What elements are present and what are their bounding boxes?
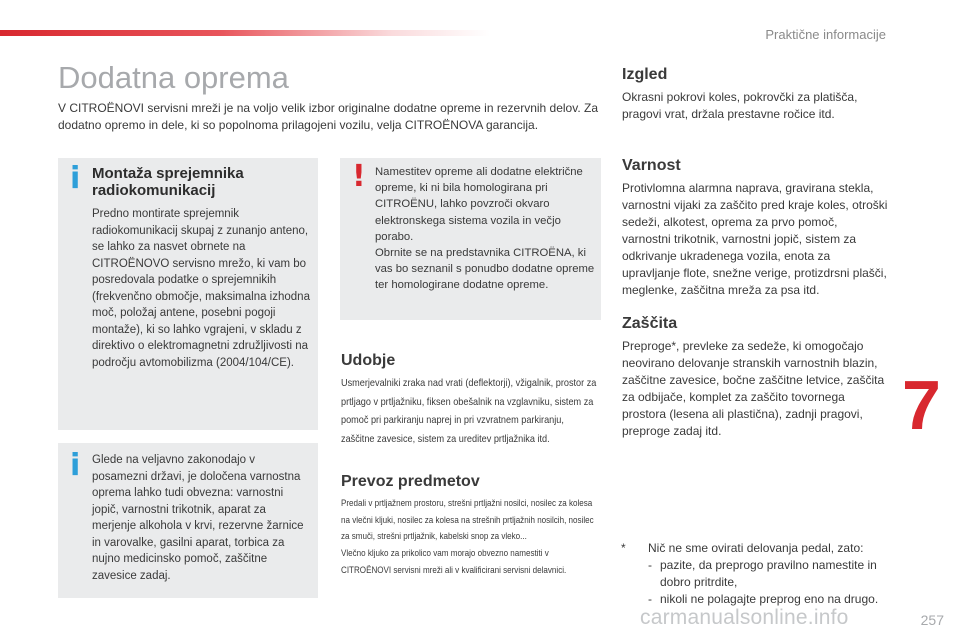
section-title-udobje: Udobje (341, 352, 396, 369)
section-title-varnost: Varnost (622, 157, 681, 174)
info-box-legislation (58, 443, 318, 598)
watermark: carmanualsonline.info (640, 606, 849, 629)
list-item (648, 557, 891, 591)
section-text-prevoz (341, 496, 649, 580)
footnote-text: Nič ne sme ovirati delovanja pedal, zato: (648, 541, 864, 555)
section-text-izgled: Okrasni pokrovi koles, pokrovčki za platišča, pragovi vrat, držala prestavne ročice itd. (622, 90, 858, 121)
intro-paragraph: V CITROËNOVI servisni mreži je na voljo velik izbor originalne dodatne opreme in rezervnih delov. Za dodatno opremo in dele, ki so popolnoma prilagojeni vozilu, velja CITROËNOVA garancija. (58, 101, 599, 132)
info-box-radio-title: Montaža sprejemnika radiokomunikacij (92, 165, 244, 199)
warning-icon: ! (352, 159, 366, 194)
section-text-prevoz-2: Vlečno kljuko za prikolico vam morajo obvezno namestiti v CITROËNOVI servisni mreži ali v kvalificirani servisni delavnici. (341, 548, 567, 576)
section-text-varnost: Protivlomna alarmna naprava, gravirana stekla, varnostni vijaki za zaščito pred kraje koles, otroški sedeži, alkotest, oprema za prvo pomoč, varnostni trikotnik, varnostni jopič, sistem za odkrivanje ukradenega vozila, enota za upravljanje flote, snežne verige, protizdrsni plašči, meglenke, zaščitna mreža za psa itd. (622, 181, 888, 297)
page-number: 257 (920, 612, 944, 628)
section-text-zascita: Preproge*, prevleke za sedeže, ki omogočajo neovirano delovanje stranskih varnostnih blazin, zaščitne zavesice, bočne zaščitne letvice, zaščita za odbijače, komplet za zaščito tovornega prostora (lesena ali plastična), zadnji pragovi, preproge zadaj itd. (622, 339, 885, 438)
footnote-item-text: nikoli ne polagajte preprog eno na drugo. (660, 592, 879, 606)
footnote-item-text: pazite, da preprogo pravilno namestite in dobro pritrdite, (660, 558, 877, 589)
info-box-radio (58, 158, 318, 430)
header-accent-bar (0, 30, 490, 36)
footnote (621, 540, 891, 608)
warning-text-2: Obrnite se na predstavnika CITROËNA, ki vas bo seznanil s ponudbo dodatne opreme ter homologirane dodatne opreme. (375, 247, 595, 292)
section-title-izgled: Izgled (622, 66, 668, 83)
section-text-prevoz-1: Predali v prtljažnem prostoru, strešni prtljažni nosilci, nosilec za kolesa na vlečni kljuki, nosilec za kolesa na strešnih prtljažnih nosilcih, nosilec za smuči, strešni prtljažnik, kabelski snop za vleko... (341, 498, 594, 543)
chapter-number: 7 (902, 366, 941, 444)
section-title-zascita: Zaščita (622, 315, 678, 332)
info-icon: i (70, 448, 81, 483)
info-box-legislation-text: Glede na veljavno zakonodajo v posamezni državi, je določena varnostna oprema lahko tudi obvezna: varnostni jopič, varnostni trikotnik, aparat za merjenje alkohola v krvi, rezervne žarnice in varovalke, gasilni aparat, torbica za nujno medicinsko pomoč, zaščitne zavesice zadaj. (92, 454, 304, 582)
section-title-prevoz: Prevoz predmetov (341, 473, 480, 490)
warning-text-1: Namestitev opreme ali dodatne električne opreme, ki ni bila homologirana pri CITROËNU, lahko povzroči okvaro elektronskega sistema vozila in večjo porabo. (375, 166, 583, 243)
footnote-list (621, 557, 891, 608)
section-text-udobje: Usmerjevalniki zraka nad vrati (deflektorji), vžigalnik, prostor za prtljago v prtljažniku, fiksen obešalnik na vzglavniku, sistem za pomoč pri parkiranju naprej in pri vzvratnem parkiranju, zaščitne zavesice, sistem za ureditev prtljažnika itd. (341, 377, 597, 445)
dash-bullet: - (648, 592, 652, 606)
info-icon: i (70, 161, 81, 196)
warning-box (340, 158, 601, 320)
info-box-radio-text: Predno montirate sprejemnik radiokomunikacij skupaj z zunanjo anteno, se lahko za nasvet obrnete na CITROËNOVO servisno mrežo, ki vam bo posredovala podatke o sprejemnikih (frekvenčno območje, maksimalna izhodna moč, položaj antene, posebni pogoji montaže), ki so lahko vgrajeni, v skladu z direktivo o elektromagnetni združljivosti na področju avtomobilizma (2004/104/CE). (92, 208, 310, 369)
dash-bullet: - (648, 558, 652, 572)
warning-box-text (375, 164, 597, 294)
page-title: Dodatna oprema (58, 60, 289, 95)
footnote-mark: * (621, 541, 626, 555)
section-header: Praktične informacije (765, 27, 886, 42)
